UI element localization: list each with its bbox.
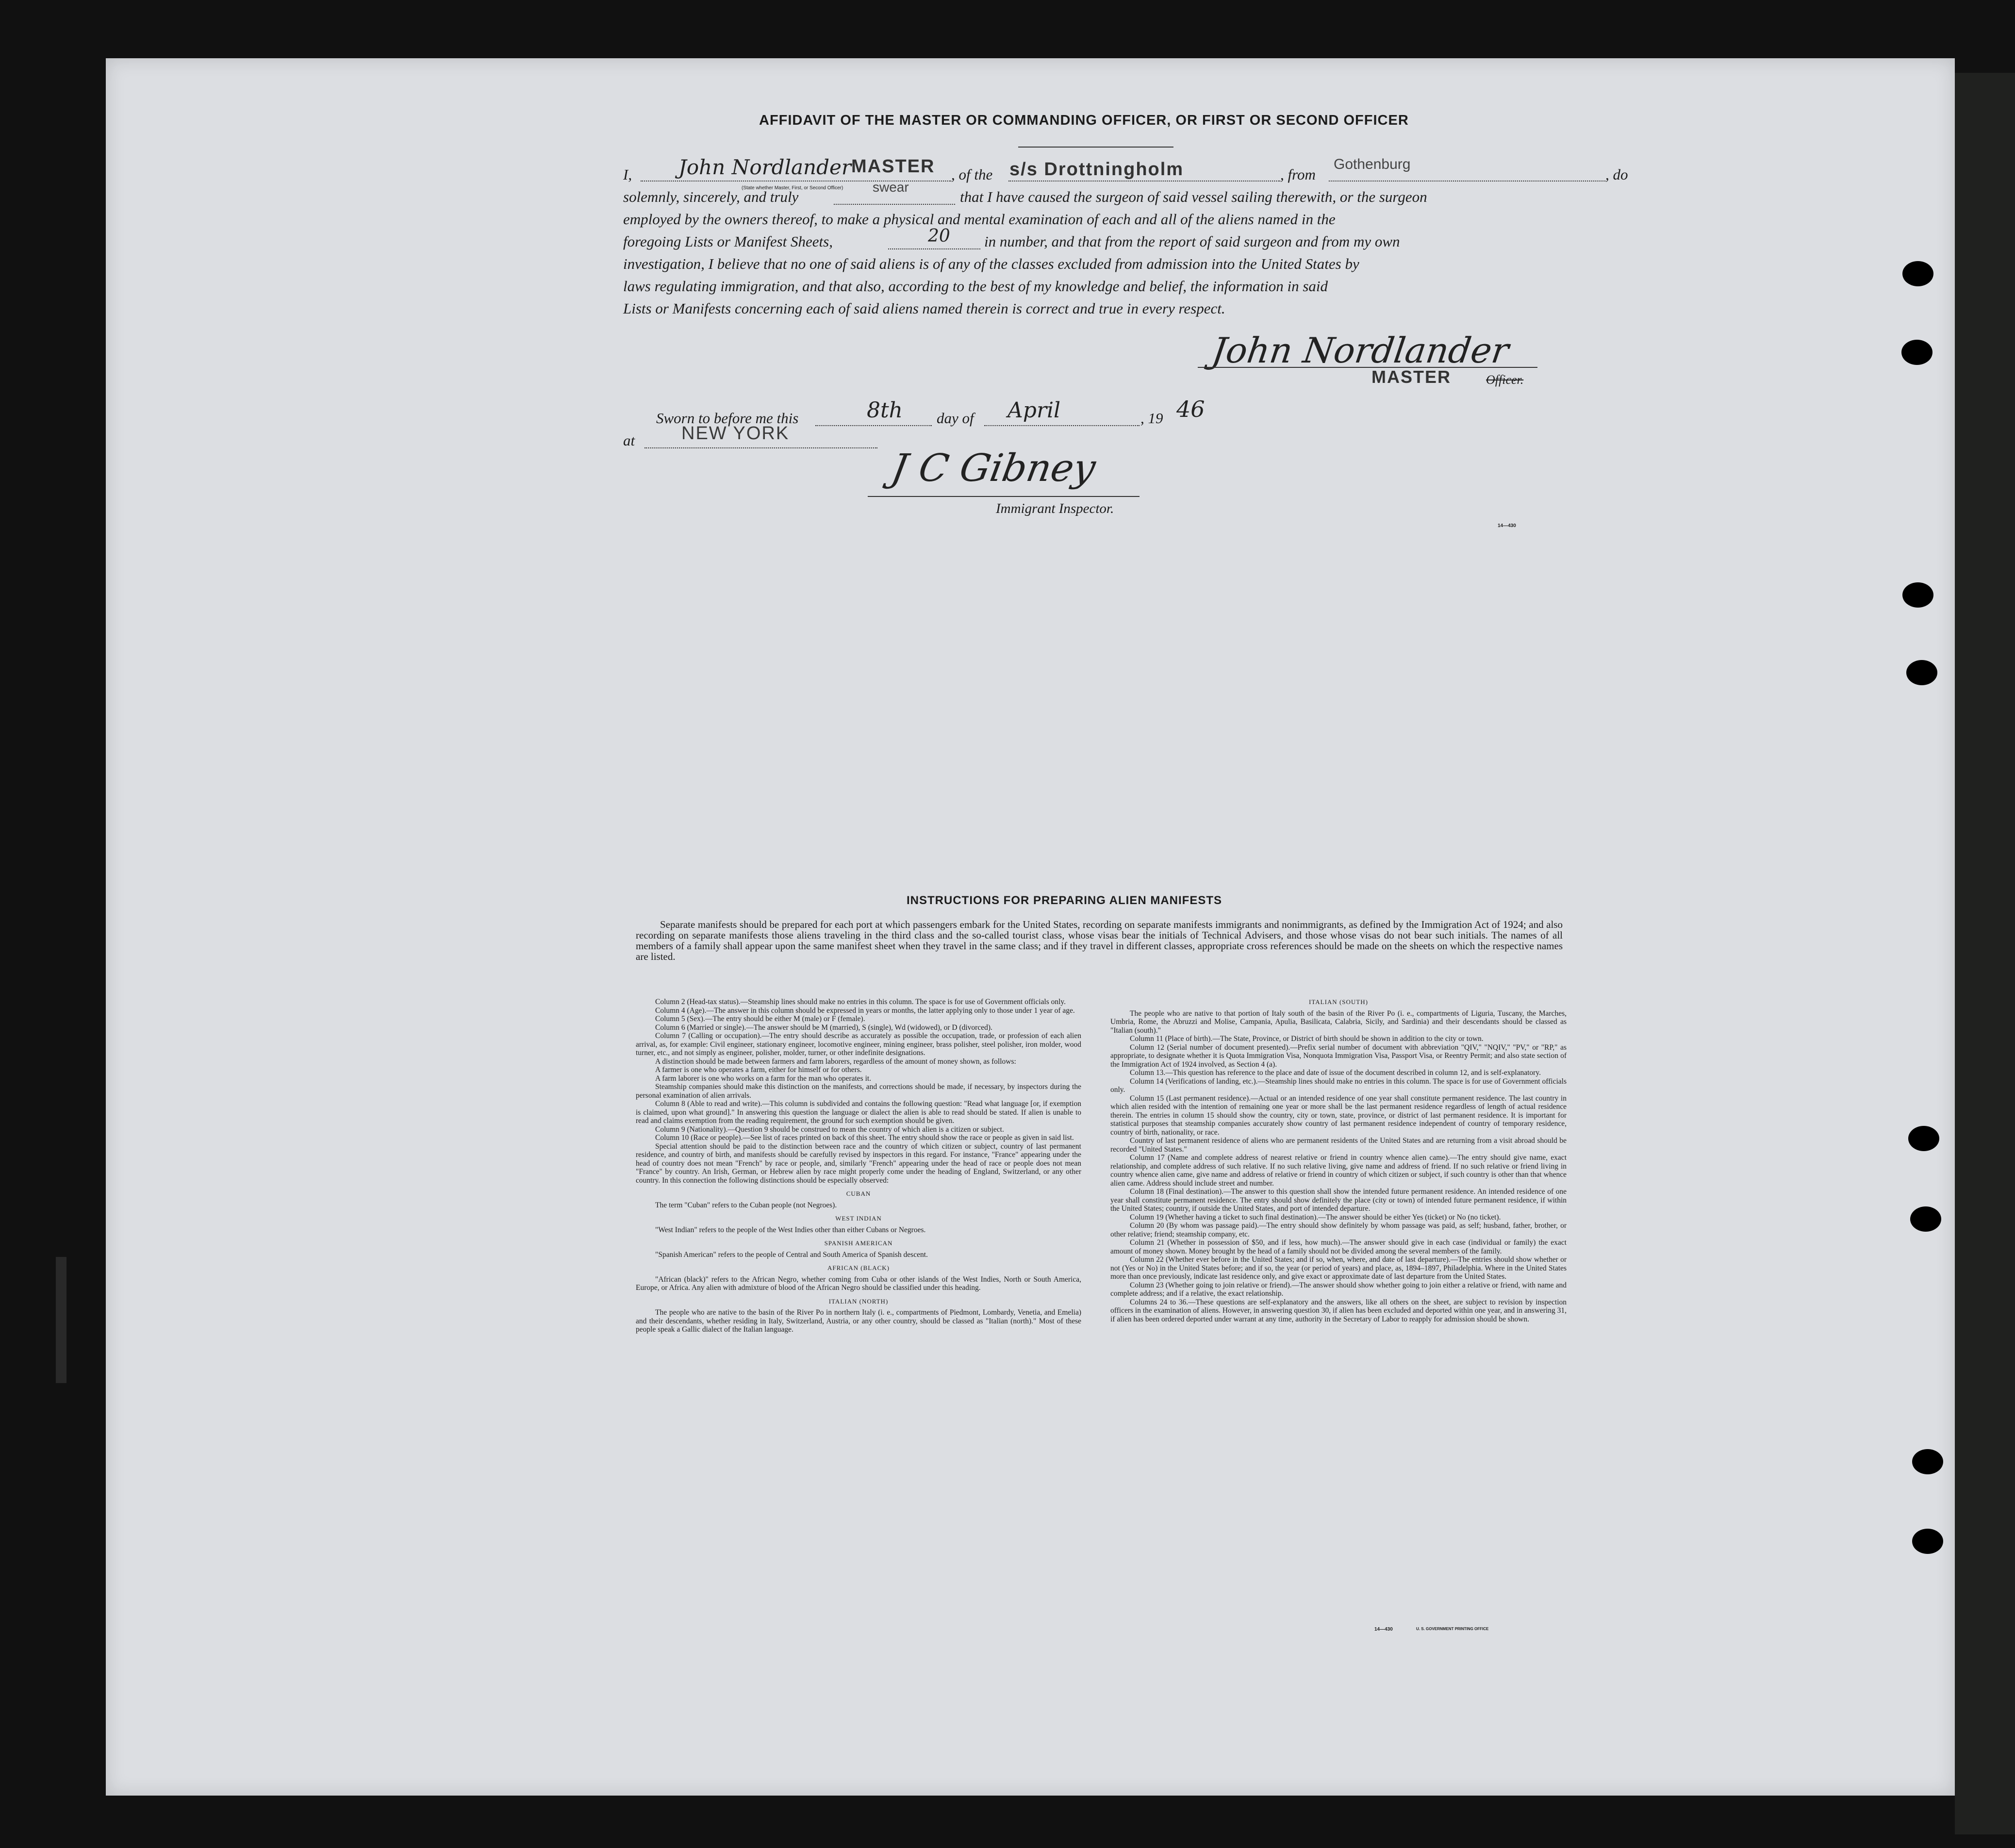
solemnly-text: solemnly, sincerely, and truly [623, 188, 799, 205]
right-para: Column 11 (Place of birth).—The State, Province, or District of birth should be shown in addition to the city or town. [1130, 1035, 1484, 1043]
affidavit-form-number: 14—430 [1498, 523, 1516, 528]
signature-line [1198, 367, 1537, 368]
sworn-label: Sworn to before me this [656, 410, 799, 427]
affidavit-title: AFFIDAVIT OF THE MASTER OR COMMANDING OFFICER, OR FIRST OR SECOND OFFICER [759, 113, 1409, 128]
instructions-right-column [1110, 998, 1567, 1323]
right-para: Column 18 (Final destination).—The answer to this question shall show the intended future permanent residence. An intended residence of one year shall constitute permanent residence. The entry should show definitely the place (city or town) of intended future permanent residence, if within the United States; country, if outside the United States, and port of intended departure. [1110, 1188, 1567, 1213]
line2-rest: that I have caused the surgeon of said vessel sailing therewith, or the surgeon [960, 188, 1427, 205]
place-stamp: NEW YORK [681, 423, 790, 444]
margin-mark [56, 1257, 66, 1383]
instructions-title: INSTRUCTIONS FOR PREPARING ALIEN MANIFESTS [907, 894, 1222, 907]
affidavit-line5: investigation, I believe that no one of said aliens is of any of the classes excluded from admission into the United States by [623, 255, 1359, 272]
left-para: Column 7 (Calling or occupation).—The entry should describe as accurately as possible the occupation, trade, or profession of each alien arrival, as, for example: Civil engineer, stationary engineer, locomotive engineer, mining engineer, brass polisher, steel polisher, iron molder, wood turner, etc., and not simply as engineer, polisher, molder, turner, or other indefinite designations. [636, 1032, 1081, 1057]
left-para: Column 10 (Race or people).—See list of races printed on back of this sheet. The entry should show the race or people as given in said list. [655, 1134, 1074, 1142]
affidavit-line4b: in number, and that from the report of said surgeon and from my own [984, 233, 1400, 250]
instructions-left-column [636, 998, 1081, 1334]
right-para: Country of last permanent residence of aliens who are permanent residents of the United States and are returning from a visit abroad should be recorded "United States." [1110, 1137, 1567, 1154]
at-label: at [623, 432, 635, 449]
month-handwritten: April [1008, 398, 1061, 423]
left-para: Column 5 (Sex).—The entry should be either M (male) or F (female). [655, 1015, 865, 1023]
left-para: A farm laborer is one who works on a farm for the man who operates it. [655, 1074, 872, 1083]
punch-hole [1910, 1206, 1941, 1232]
right-para: Column 15 (Last permanent residence).—Actual or an intended residence of one year shall constitute permanent residence. The last country in which alien resided with the intention of remaining one year or more shall be the last permanent residence regardless of length of actual residence therein. The entries in column 15 should show the country, city or town, state, province, or district of last permanent residence. It is important for statistical purposes that steamship companies accurately show country of last permanent residence independent of country of temporary residence, country of birth, nationality, or race. [1110, 1094, 1567, 1137]
left-para: A distinction should be made between farmers and farm laborers, regardless of the amount of money shown, as follows: [655, 1057, 1016, 1066]
from-label: , from [1280, 166, 1316, 183]
affidavit-line4a: foregoing Lists or Manifest Sheets, [623, 233, 833, 250]
section-heading: SPANISH AMERICAN [824, 1239, 893, 1247]
right-para: Column 19 (Whether having a ticket to such final destination).—The answer should be either Yes (ticket) or No (no ticket). [1130, 1213, 1501, 1221]
inspector-title: Immigrant Inspector. [996, 501, 1114, 516]
affidavit-line3: employed by the owners thereof, to make a physical and mental examination of each and all of the aliens named in the [623, 211, 1336, 228]
right-para: Columns 24 to 36.—These questions are self-explanatory and the answers, like all others on the sheet, are subject to revision by inspection officers in the examination of aliens. However, in answering question 30, if alien has been excluded and deported within one year, and in answering 31, if alien has been ordered deported under warrant at any time, authority in the Secretary of Labor to reapply for admission should be shown. [1110, 1298, 1567, 1323]
year-handwritten: 46 [1176, 396, 1205, 422]
punch-hole [1902, 582, 1933, 608]
title-rule [1018, 147, 1173, 148]
of-the-label: , of the [951, 166, 993, 183]
punch-hole [1902, 261, 1933, 286]
signer-title-stamp: MASTER [1371, 367, 1451, 387]
officer-struck: Officer. [1486, 373, 1524, 387]
year-prefix: , 19 [1140, 410, 1163, 427]
footer-printer: U. S. GOVERNMENT PRINTING OFFICE [1416, 1627, 1489, 1631]
inspector-line [868, 496, 1140, 497]
section-text: The people who are native to the basin of the River Po in northern Italy (i. e., compartments of Piedmont, Lombardy, Venetia, and Emelia) and their descendants, whether residing in Italy, Switzerland, Austria, or any other country, should be classed as "Italian (north)." Most of these people speak a Gallic dialect of the Italian language. [636, 1308, 1081, 1334]
right-para: Column 21 (Whether in possession of $50, and if less, how much).—The answer should give in each case (individual or family) the exact amount of money shown. Money brought by the head of a family should not be divided among the several members of the family. [1110, 1238, 1567, 1255]
left-para: Column 6 (Married or single).—The answer should be M (married), S (single), Wd (widowed), or D (divorced). [655, 1023, 992, 1032]
right-para: Column 14 (Verifications of landing, etc.).—Steamship lines should make no entries in this column. The space is for use of Government officials only. [1110, 1077, 1567, 1094]
instructions-intro: Separate manifests should be prepared for each port at which passengers embark for the United States, recording on separate manifests immigrants and nonimmigrants, as defined by the Immigration Act of 1924; and also recording on separate manifests those aliens traveling in the third class and the so-called tourist class, whose visas bear the initials of Technical Advisers, and those whose visas do not bear such initials. The names of all members of a family shall appear upon the same manifest sheet when they travel in the same class; and if they travel in different classes, appropriate cross references should be made on the sheets on which the respective names are listed. [636, 919, 1563, 962]
right-para: Column 23 (Whether going to join relative or friend).—The answer should show whether going to join either a relative or friend, with name and complete address; and if a relative, the exact relationship. [1110, 1281, 1567, 1298]
right-para: Column 20 (By whom was passage paid).—The entry should show definitely by whom passage was paid, as self; husband, father, brother, or other relative; friend; steamship company, etc. [1110, 1221, 1567, 1238]
oath-line [834, 189, 955, 205]
port-line [1329, 166, 1605, 182]
master-signature: John Nordlander [1209, 330, 1512, 371]
oath-stamp: swear [873, 180, 909, 195]
section-text: "West Indian" refers to the people of the West Indies other than either Cubans or Negroes. [655, 1225, 926, 1234]
left-para: Column 4 (Age).—The answer in this column should be expressed in years or months, the latter applying only to those under 1 year of age. [655, 1006, 1075, 1015]
rank-note: (State whether Master, First, or Second Officer) [742, 185, 843, 191]
vessel-stamp: s/s Drottningholm [1009, 159, 1184, 180]
rank-stamp: MASTER [851, 156, 935, 177]
punch-hole [1912, 1449, 1943, 1474]
right-para: Column 17 (Name and complete address of nearest relative or friend in country whence alien came).—The entry should give name, exact relationship, and complete address of such relative. If no such relative living, give name and address of friend. If no such relative or friend living in country whence alien came, give name and address of relative or friend in country of which citizen or subject, if such country is other than that whence alien came. Address should include street and number. [1110, 1154, 1567, 1188]
right-para: Column 13.—This question has reference to the place and date of issue of the document described in column 12, and is self-explanatory. [1130, 1069, 1541, 1077]
left-para: Column 8 (Able to read and write).—This column is subdivided and contains the following question: "Read what language [or, if exemption is claimed, upon what ground]." In answering this question the language or dialect the alien is able to read should be stated. If alien is unable to read and claims exemption from the reading requirement, the ground for such exemption should be given. [636, 1100, 1081, 1125]
left-para: Steamship companies should make this distinction on the manifests, and corrections should be made, if necessary, by inspectors during the personal examination of alien arrivals. [636, 1083, 1081, 1100]
section-heading: CUBAN [846, 1190, 871, 1197]
punch-hole [1908, 1126, 1939, 1151]
inspector-signature: J C Gibney [888, 446, 1099, 490]
section-text: "African (black)" refers to the African Negro, whether coming from Cuba or other islands of the West Indies, North or South America, Europe, or Africa. Any alien with admixture of blood of the African Negro should be classified under this heading. [636, 1275, 1081, 1292]
left-para: A farmer is one who operates a farm, either for himself or for others. [655, 1066, 862, 1074]
sheet-count-handwritten: 20 [928, 226, 950, 246]
right-para: Column 12 (Serial number of document presented).—Prefix serial number of document with abbreviation "QIV," "NQIV," "PV," or "RP," as appropriate, to designate whether it is Quota Immigration Visa, Nonquota Immigration Visa, Passport Visa, or Reentry Permit; and also state section of the Immigration Act of 1924 involved, as Section 4 (a). [1110, 1043, 1567, 1069]
footer-form-number: 14—430 [1374, 1627, 1393, 1632]
left-para: Special attention should be paid to the distinction between race and the country of which citizen or subject, country of last permanent residence, and country of birth, and manifests should be carefully revised by inspectors in this regard. For instance, "France" appearing under the head of country does not mean "French" by race or people, and, similarly "French" appearing under the head of race or people does not mean "France" by country. An Irish, German, or Hebrew alien by race might properly come under the heading of England, Switzerland, or any other country. In this connection the following distinctions should be especially observed: [636, 1142, 1081, 1185]
section-heading: AFRICAN (BLACK) [827, 1264, 890, 1271]
affidavit-line7: Lists or Manifests concerning each of said aliens named therein is correct and true in every respect. [623, 300, 1225, 317]
punch-hole [1906, 660, 1937, 685]
section-text: The term "Cuban" refers to the Cuban people (not Negroes). [655, 1201, 837, 1209]
punch-hole [1901, 340, 1932, 365]
punch-hole [1912, 1529, 1943, 1554]
vessel-line [1008, 166, 1280, 182]
right-heading: ITALIAN (SOUTH) [1309, 998, 1368, 1006]
section-heading: WEST INDIAN [835, 1215, 882, 1222]
do-label: , do [1605, 166, 1628, 183]
right-para: The people who are native to that portion of Italy south of the basin of the River Po (i. e., compartments of Liguria, Tuscany, the Marches, Umbria, Rome, the Abruzzi and Molise, Campania, Apulia, Basilicata, Calabria, Sicily, and Sardinia) and their descendants should be classed as "Italian (south)." [1110, 1009, 1567, 1035]
left-para: Column 9 (Nationality).—Question 9 should be construed to mean the country of which alien is a citizen or subject. [655, 1125, 1004, 1134]
section-heading: ITALIAN (NORTH) [828, 1297, 889, 1305]
right-para: Column 22 (Whether ever before in the United States; and if so, when, where, and date of last departure).—The entries should show whether or not (Yes or No) in the United States before; and if so, the year (or period of years) and place, as, 1894–1897, Philadelphia. Where in the United States more than once previously, indicate last residence only, and give exact or approximate date of last departure from the United States. [1110, 1255, 1567, 1281]
section-text: "Spanish American" refers to the people of Central and South America of Spanish descent. [655, 1250, 928, 1259]
day-of-label: day of [937, 410, 974, 427]
affidavit-line6: laws regulating immigration, and that also, according to the best of my knowledge and belief, the information in said [623, 278, 1328, 295]
port-stamp: Gothenburg [1334, 156, 1411, 172]
manifest-page [106, 58, 1955, 1796]
i-label: I, [623, 166, 632, 183]
day-handwritten: 8th [867, 398, 903, 423]
left-para: Column 2 (Head-tax status).—Steamship lines should make no entries in this column. The space is for use of Government officials only. [655, 998, 1066, 1006]
binding-strip [1955, 73, 2015, 1834]
master-name-handwritten: John Nordlander [678, 155, 851, 179]
